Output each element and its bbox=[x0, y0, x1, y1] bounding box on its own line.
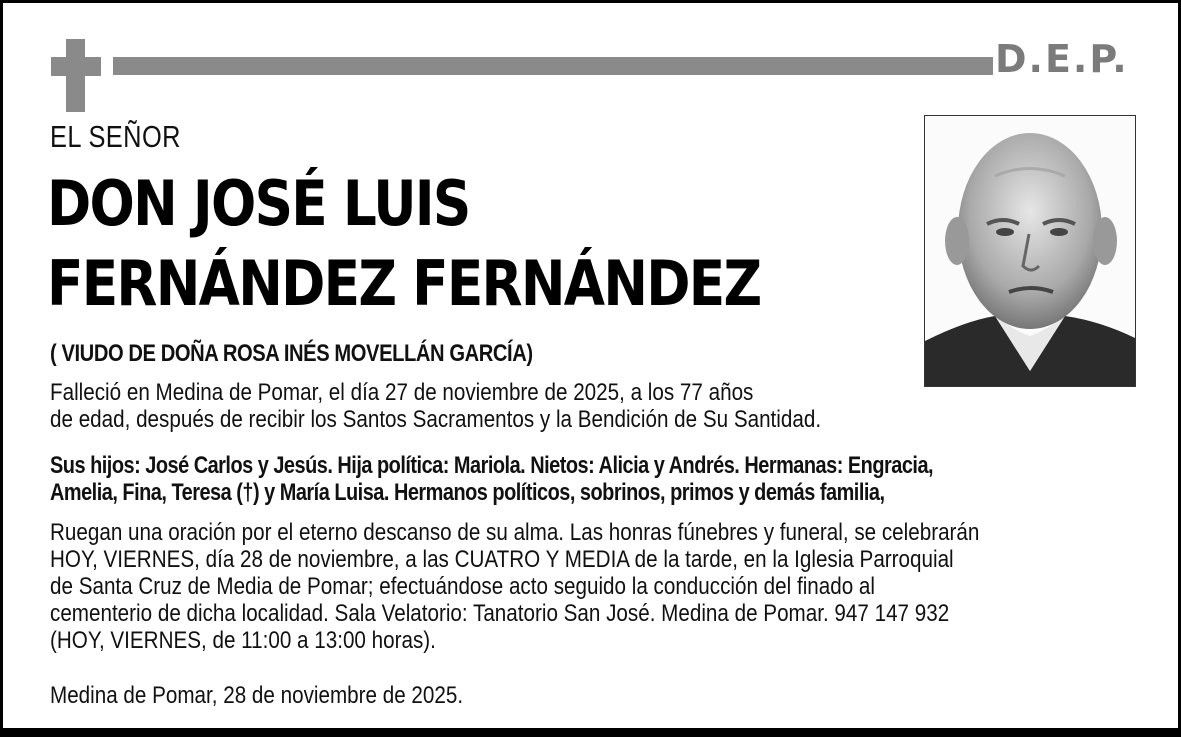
death-notice-line: de edad, después de recibir los Santos Sacramentos y la Bendición de Su Santidad. bbox=[50, 406, 822, 433]
funeral-line: Ruegan una oración por el eterno descanso de su alma. Las honras fúnebres y funeral, se celebrarán bbox=[50, 519, 980, 546]
dep-label: D.E.P. bbox=[995, 37, 1129, 81]
portrait-photo bbox=[924, 115, 1136, 387]
portrait-image bbox=[925, 116, 1135, 386]
widower-of: ( VIUDO DE DOÑA ROSA INÉS MOVELLÁN GARCÍA) bbox=[50, 340, 533, 367]
death-notice-line: Falleció en Medina de Pomar, el día 27 de noviembre de 2025, a los 77 años bbox=[50, 379, 754, 406]
death-notice bbox=[50, 379, 821, 433]
header-rule bbox=[113, 57, 993, 75]
cross-icon-arm bbox=[51, 57, 101, 76]
deceased-name-line1: DON JOSÉ LUIS bbox=[47, 167, 470, 240]
funeral-line: cementerio de dicha localidad. Sala Velatorio: Tanatorio San José. Medina de Pomar. 947 147 932 bbox=[50, 600, 950, 627]
honorific: EL SEÑOR bbox=[50, 119, 181, 154]
family-line: Sus hijos: José Carlos y Jesús. Hija política: Mariola. Nietos: Alicia y Andrés. Hermanas: Engracia, bbox=[50, 452, 934, 479]
family-line: Amelia, Fina, Teresa (†) y María Luisa. Hermanos políticos, sobrinos, primos y demás familia, bbox=[50, 479, 885, 506]
place-date: Medina de Pomar, 28 de noviembre de 2025. bbox=[50, 682, 464, 709]
funeral-details bbox=[50, 519, 979, 654]
funeral-line: (HOY, VIERNES, de 11:00 a 13:00 horas). bbox=[50, 627, 436, 654]
deceased-name-line2: FERNÁNDEZ FERNÁNDEZ bbox=[47, 247, 761, 320]
funeral-line: HOY, VIERNES, día 28 de noviembre, a las CUATRO Y MEDIA de la tarde, en la Iglesia Parroquial bbox=[50, 546, 954, 573]
funeral-line: de Santa Cruz de Media de Pomar; efectuándose acto seguido la conducción del finado al bbox=[50, 573, 875, 600]
family-list bbox=[50, 452, 933, 506]
